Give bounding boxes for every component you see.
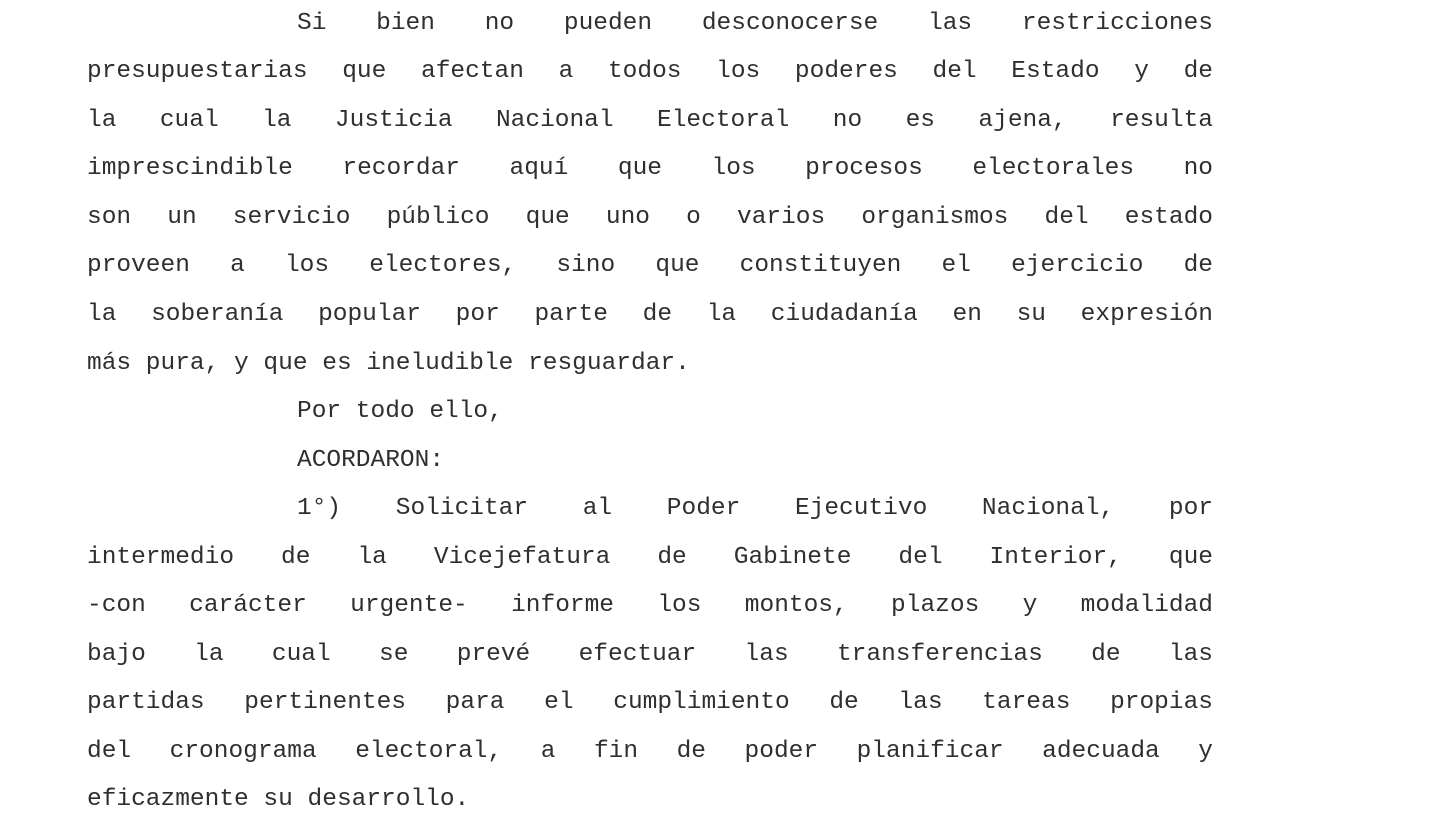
paragraph-1-line-3: la cual la Justicia Nacional Electoral no es ajena, resulta <box>87 107 1213 134</box>
item-1-line-5: partidas pertinentes para el cumplimiento de las tareas propias <box>87 689 1213 716</box>
paragraph-1-line-4: imprescindible recordar aquí que los procesos electorales no <box>87 155 1213 182</box>
paragraph-1-line-7: la soberanía popular por parte de la ciudadanía en su expresión <box>87 301 1213 328</box>
item-1-line-6: del cronograma electoral, a fin de poder planificar adecuada y <box>87 738 1213 765</box>
paragraph-1-line-1: Si bien no pueden desconocerse las restricciones <box>297 10 1213 37</box>
item-1-line-1: 1°) Solicitar al Poder Ejecutivo Nacional, por <box>297 495 1213 522</box>
item-1-line-3: -con carácter urgente- informe los montos, plazos y modalidad <box>87 592 1213 619</box>
item-1-line-2: intermedio de la Vicejefatura de Gabinete del Interior, que <box>87 544 1213 571</box>
paragraph-1-line-8: más pura, y que es ineludible resguardar. <box>87 350 690 377</box>
paragraph-1-line-2: presupuestarias que afectan a todos los poderes del Estado y de <box>87 58 1213 85</box>
item-1-line-4: bajo la cual se prevé efectuar las transferencias de las <box>87 641 1213 668</box>
paragraph-1-line-6: proveen a los electores, sino que constituyen el ejercicio de <box>87 252 1213 279</box>
closing-phrase: Por todo ello, <box>297 398 503 425</box>
item-1-line-7: eficazmente su desarrollo. <box>87 786 470 813</box>
paragraph-1-line-5: son un servicio público que uno o varios organismos del estado <box>87 204 1213 231</box>
resolution-heading: ACORDARON: <box>297 447 445 474</box>
